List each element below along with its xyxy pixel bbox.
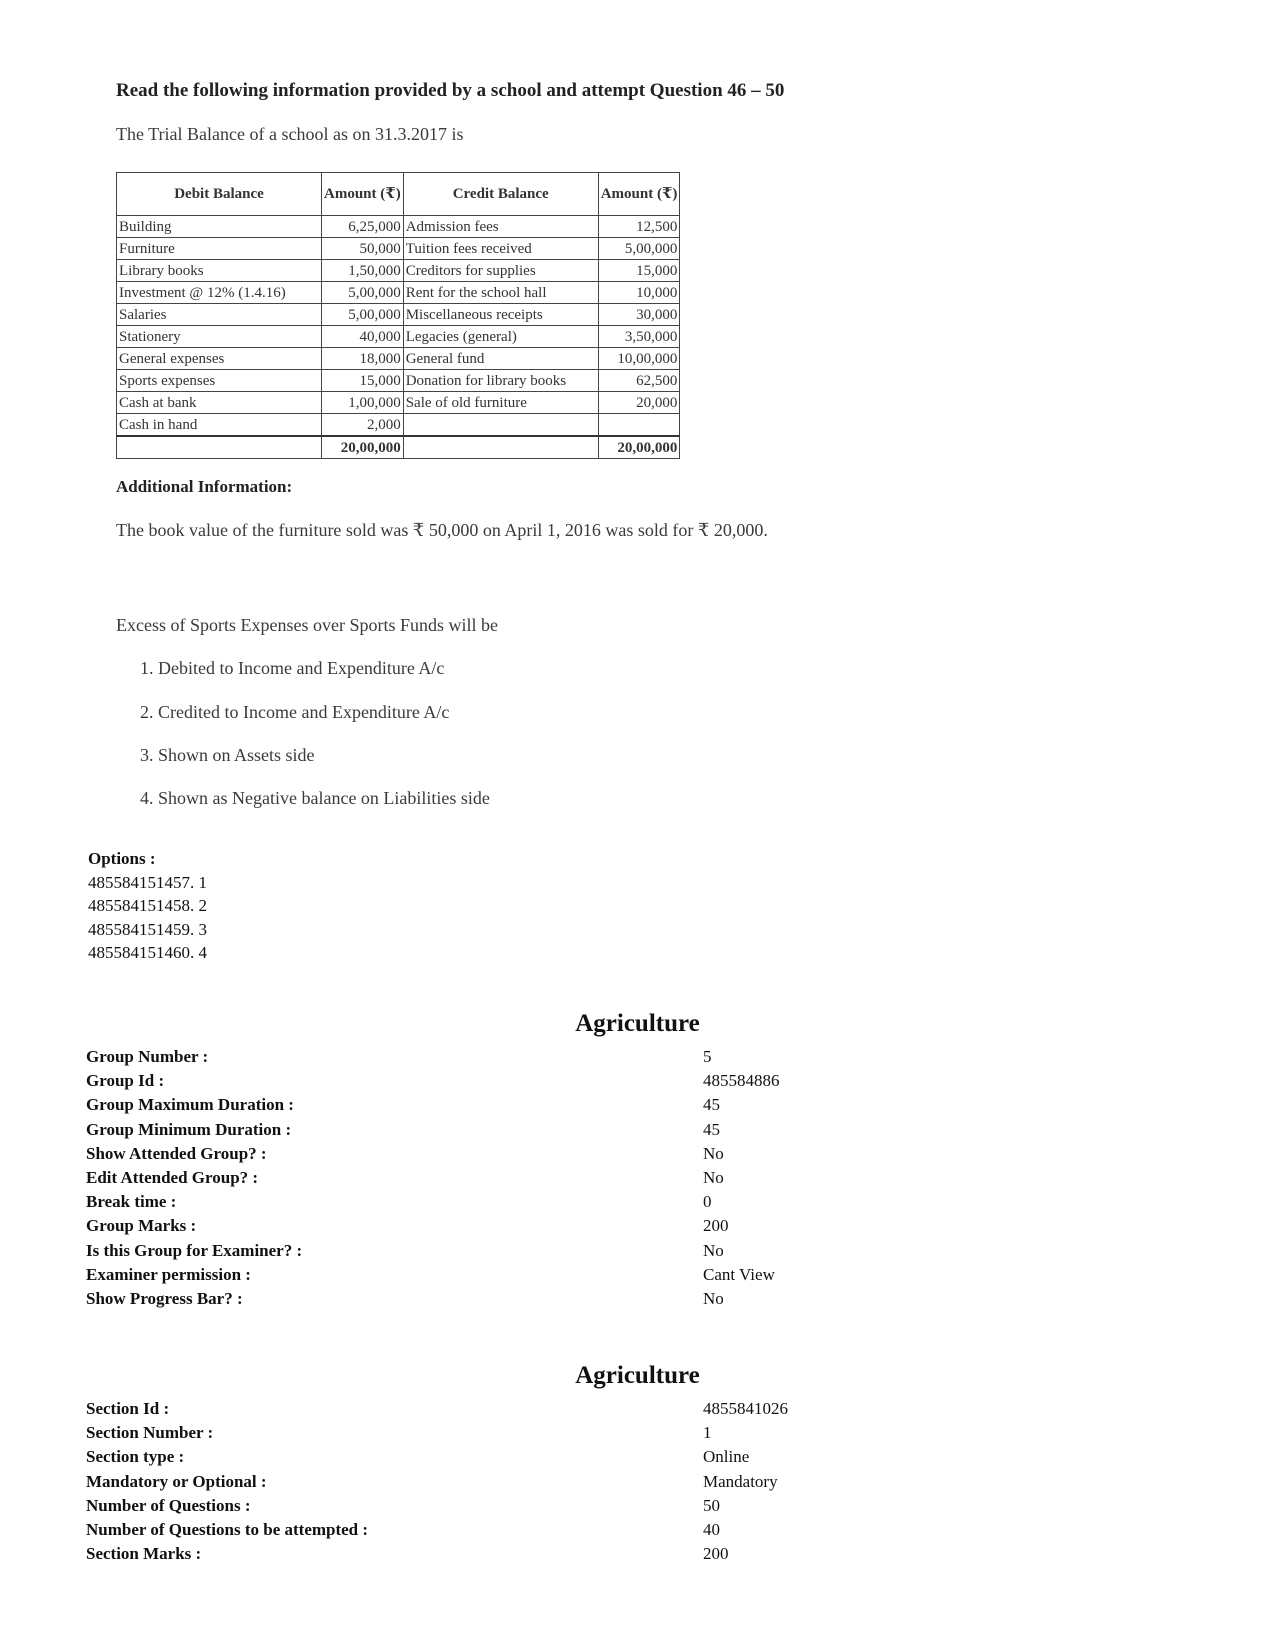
credit-item: Sale of old furniture bbox=[403, 392, 598, 414]
debit-amount: 5,00,000 bbox=[322, 304, 404, 326]
info-value: No bbox=[703, 1167, 724, 1187]
info-label: Section Id : bbox=[86, 1399, 170, 1418]
info-label: Group Id : bbox=[86, 1071, 165, 1091]
table-row bbox=[117, 326, 680, 348]
question-intro: The Trial Balance of a school as on 31.3.2017 is bbox=[116, 124, 464, 144]
options-list bbox=[88, 847, 207, 965]
info-value: Online bbox=[703, 1447, 750, 1467]
choice-2: 2. Credited to Income and Expenditure A/c bbox=[140, 702, 450, 722]
debit-item: Stationery bbox=[117, 326, 322, 348]
table-row bbox=[117, 348, 680, 370]
table-header-row bbox=[117, 173, 680, 216]
info-value: 45 bbox=[703, 1095, 720, 1115]
info-value: No bbox=[703, 1143, 724, 1163]
debit-item: Cash in hand bbox=[117, 414, 322, 437]
option-item: 485584151458. 2 bbox=[88, 896, 207, 915]
info-label: Group Marks : bbox=[86, 1216, 197, 1236]
table-row bbox=[117, 414, 680, 437]
total-credit-label bbox=[403, 436, 598, 459]
debit-amount: 40,000 bbox=[322, 326, 404, 348]
option-item: 485584151457. 1 bbox=[88, 872, 207, 892]
debit-item: Building bbox=[117, 216, 322, 238]
question-heading: Read the following information provided by a school and attempt Question 46 – 50 bbox=[116, 80, 785, 101]
debit-amount: 5,00,000 bbox=[322, 282, 404, 304]
credit-amount bbox=[598, 414, 680, 437]
credit-amount: 15,000 bbox=[598, 260, 680, 282]
choice-4: 4. Shown as Negative balance on Liabilities side bbox=[140, 788, 490, 808]
header-credit-balance: Credit Balance bbox=[403, 173, 598, 216]
option-item: 485584151459. 3 bbox=[88, 919, 207, 939]
credit-item bbox=[403, 414, 598, 437]
total-debit-amount: 20,00,000 bbox=[322, 436, 404, 459]
credit-amount: 20,000 bbox=[598, 392, 680, 414]
info-value: 4855841026 bbox=[703, 1399, 788, 1418]
debit-amount: 2,000 bbox=[322, 414, 404, 437]
info-label: Mandatory or Optional : bbox=[86, 1471, 267, 1491]
credit-amount: 5,00,000 bbox=[598, 238, 680, 260]
info-label: Section type : bbox=[86, 1447, 185, 1467]
info-label: Is this Group for Examiner? : bbox=[86, 1240, 303, 1260]
credit-item: Rent for the school hall bbox=[403, 282, 598, 304]
info-value: 200 bbox=[703, 1216, 729, 1236]
info-value: 45 bbox=[703, 1119, 720, 1139]
debit-amount: 1,00,000 bbox=[322, 392, 404, 414]
debit-amount: 18,000 bbox=[322, 348, 404, 370]
credit-item: Miscellaneous receipts bbox=[403, 304, 598, 326]
info-value: No bbox=[703, 1240, 724, 1260]
additional-info-title: Additional Information: bbox=[116, 477, 293, 496]
info-value: 200 bbox=[703, 1544, 729, 1564]
info-label: Section Number : bbox=[86, 1423, 214, 1443]
option-item: 485584151460. 4 bbox=[88, 943, 207, 962]
credit-item: General fund bbox=[403, 348, 598, 370]
additional-info-text: The book value of the furniture sold was ₹ 50,000 on April 1, 2016 was sold for ₹ 20,000. bbox=[116, 520, 768, 540]
debit-item: Cash at bank bbox=[117, 392, 322, 414]
header-credit-amount: Amount (₹) bbox=[598, 173, 680, 216]
info-label: Number of Questions to be attempted : bbox=[86, 1519, 369, 1539]
credit-item: Tuition fees received bbox=[403, 238, 598, 260]
info-value: 1 bbox=[703, 1423, 712, 1443]
choice-3: 3. Shown on Assets side bbox=[140, 745, 315, 765]
group-heading: Agriculture bbox=[575, 1010, 700, 1037]
credit-item: Legacies (general) bbox=[403, 326, 598, 348]
info-value: 40 bbox=[703, 1519, 720, 1539]
question-image bbox=[110, 70, 830, 830]
debit-amount: 6,25,000 bbox=[322, 216, 404, 238]
info-label: Edit Attended Group? : bbox=[86, 1167, 259, 1187]
header-debit-balance: Debit Balance bbox=[117, 173, 322, 216]
info-value: 5 bbox=[703, 1047, 712, 1066]
total-debit-label bbox=[117, 436, 322, 459]
options-title: Options : bbox=[88, 849, 156, 868]
header-debit-amount: Amount (₹) bbox=[322, 173, 404, 216]
info-value: 485584886 bbox=[703, 1071, 780, 1091]
info-label: Group Maximum Duration : bbox=[86, 1095, 294, 1115]
debit-item: Investment @ 12% (1.4.16) bbox=[117, 282, 322, 304]
info-value: Mandatory bbox=[703, 1471, 778, 1491]
info-label: Show Progress Bar? : bbox=[86, 1288, 243, 1308]
info-label: Number of Questions : bbox=[86, 1495, 251, 1515]
info-label: Group Minimum Duration : bbox=[86, 1119, 292, 1139]
info-label: Examiner permission : bbox=[86, 1264, 251, 1284]
table-total-row bbox=[117, 436, 680, 459]
section-heading: Agriculture bbox=[575, 1362, 700, 1389]
credit-amount: 10,000 bbox=[598, 282, 680, 304]
credit-amount: 10,00,000 bbox=[598, 348, 680, 370]
credit-item: Creditors for supplies bbox=[403, 260, 598, 282]
info-value: 50 bbox=[703, 1495, 720, 1515]
debit-item: Salaries bbox=[117, 304, 322, 326]
info-label: Break time : bbox=[86, 1192, 177, 1212]
table-row bbox=[117, 370, 680, 392]
info-value: No bbox=[703, 1288, 724, 1308]
info-value: 0 bbox=[703, 1192, 712, 1212]
trial-balance-table bbox=[116, 172, 680, 459]
info-value: Cant View bbox=[703, 1264, 775, 1284]
credit-item: Admission fees bbox=[403, 216, 598, 238]
debit-item: Furniture bbox=[117, 238, 322, 260]
info-label: Group Number : bbox=[86, 1047, 209, 1066]
credit-amount: 3,50,000 bbox=[598, 326, 680, 348]
table-row bbox=[117, 282, 680, 304]
question-text: Excess of Sports Expenses over Sports Funds will be bbox=[116, 615, 498, 635]
table-row bbox=[117, 260, 680, 282]
credit-amount: 12,500 bbox=[598, 216, 680, 238]
debit-amount: 15,000 bbox=[322, 370, 404, 392]
table-row bbox=[117, 216, 680, 238]
debit-amount: 50,000 bbox=[322, 238, 404, 260]
debit-item: Sports expenses bbox=[117, 370, 322, 392]
choice-1: 1. Debited to Income and Expenditure A/c bbox=[140, 658, 445, 678]
credit-amount: 62,500 bbox=[598, 370, 680, 392]
table-row bbox=[117, 392, 680, 414]
table-row bbox=[117, 304, 680, 326]
debit-item: Library books bbox=[117, 260, 322, 282]
credit-item: Donation for library books bbox=[403, 370, 598, 392]
info-label: Section Marks : bbox=[86, 1544, 202, 1564]
debit-item: General expenses bbox=[117, 348, 322, 370]
info-label: Show Attended Group? : bbox=[86, 1143, 267, 1163]
debit-amount: 1,50,000 bbox=[322, 260, 404, 282]
table-row bbox=[117, 238, 680, 260]
total-credit-amount: 20,00,000 bbox=[598, 436, 680, 459]
credit-amount: 30,000 bbox=[598, 304, 680, 326]
